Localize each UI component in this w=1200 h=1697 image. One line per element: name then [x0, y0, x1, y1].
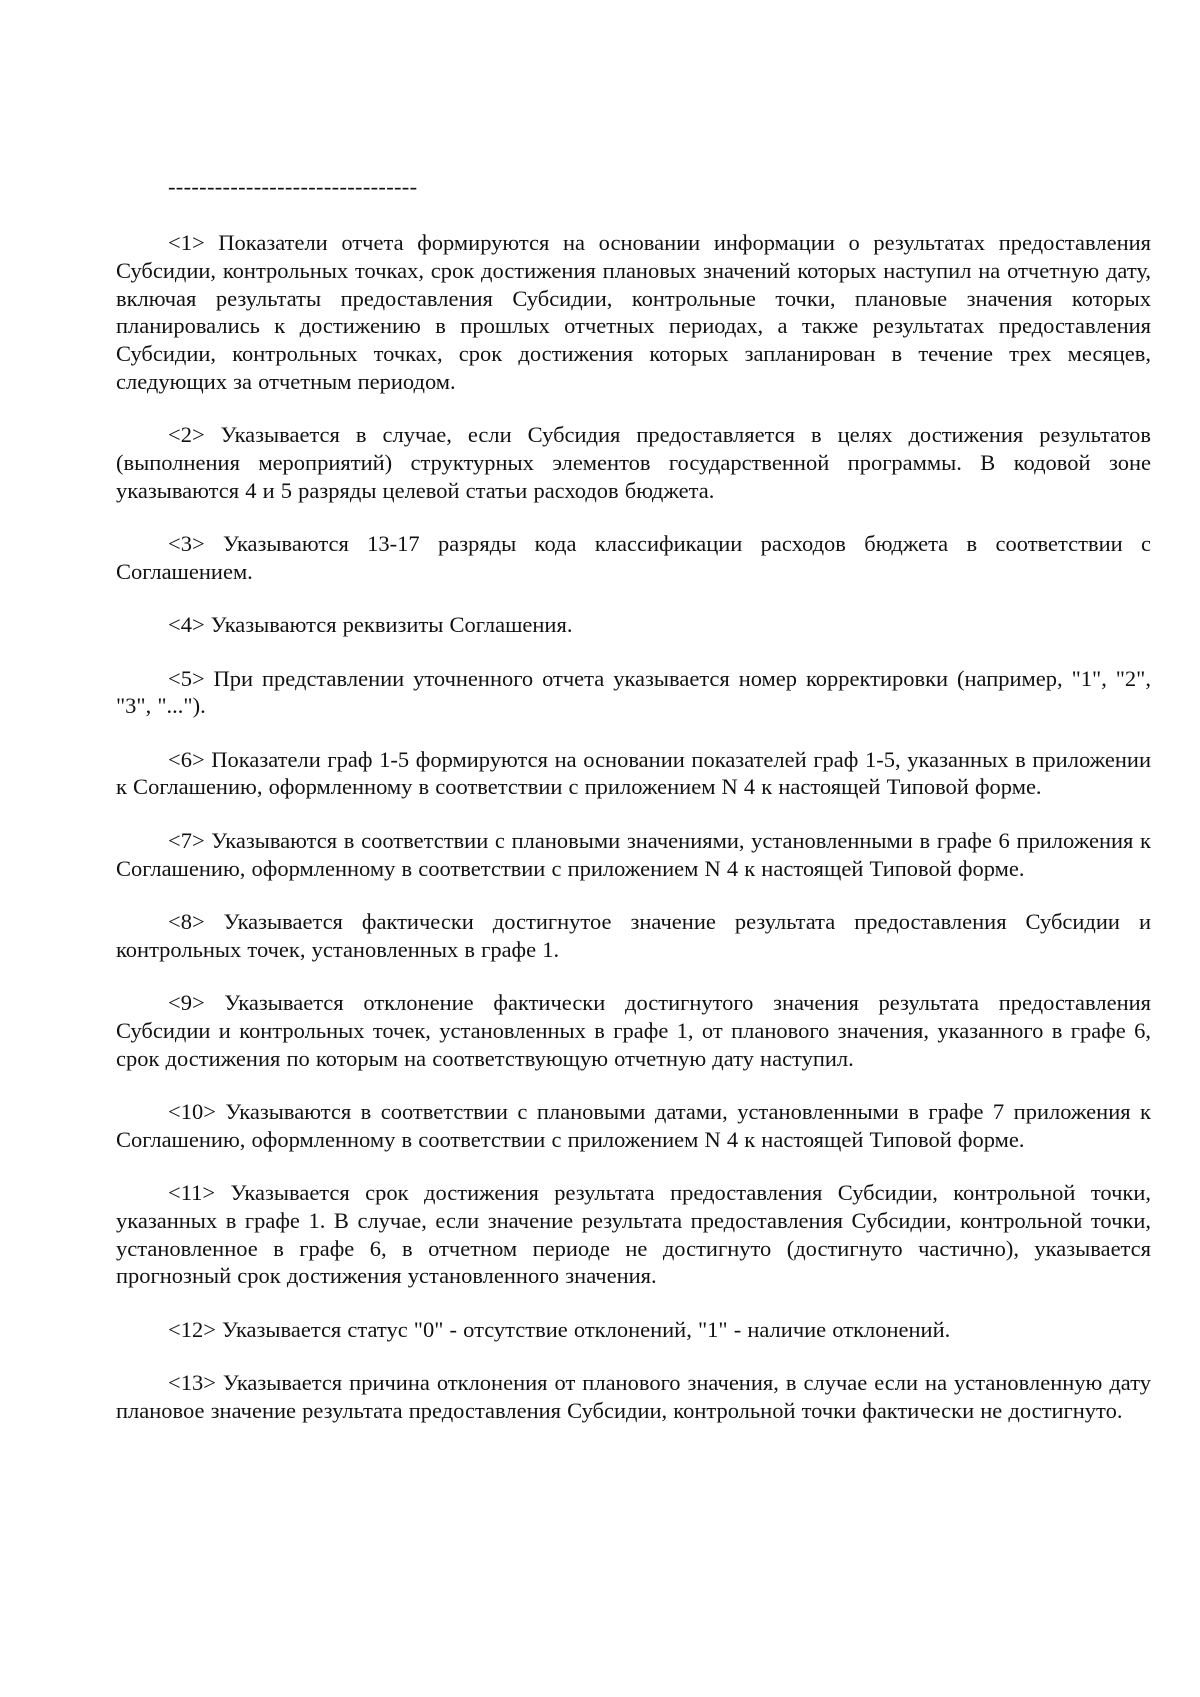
footnote-4: <4> Указываются реквизиты Соглашения. — [168, 612, 573, 638]
footnote-9: <9> Указывается отклонение фактически достигнутого значения результата предоставления Субсидии и контрольных точек, установленных в графе 1, от планового значения, указанного в графе 6, срок достижения по которым на соответствующую отчетную дату наступил. — [116, 989, 1151, 1071]
footnote-6: <6> Показатели граф 1-5 формируются на основании показателей граф 1-5, указанных в приложении к Соглашению, оформленному в соответствии с приложением N 4 к настоящей Типовой форме. — [116, 746, 1151, 800]
footnote-7: <7> Указываются в соответствии с плановыми значениями, установленными в графе 6 приложения к Соглашению, оформленному в соответствии с приложением N 4 к настоящей Типовой форме. — [116, 827, 1151, 881]
footnote-1: <1> Показатели отчета формируются на основании информации о результатах предоставления Субсидии, контрольных точках, срок достижения плановых значений которых наступил на отчетную дату, включая результаты предоставления Субсидии, контрольные точки, плановые значения которых планировались к достижению в прошлых отчетных периодах, а также результатах предоставления Субсидии, контрольных точках, срок достижения которых запланирован в течение трех месяцев, следующих за отчетным периодом. — [116, 230, 1151, 394]
footnote-10: <10> Указываются в соответствии с плановыми датами, установленными в графе 7 приложения к Соглашению, оформленному в соответствии с приложением N 4 к настоящей Типовой форме. — [116, 1098, 1151, 1152]
footnote-11: <11> Указывается срок достижения результата предоставления Субсидии, контрольной точки, указанных в графе 1. В случае, если значение результата предоставления Субсидии, контрольной точки, установленное в графе 6, в отчетном периоде не достигнуто (достигнуто частично), указывается прогнозный срок достижения установленного значения. — [116, 1179, 1151, 1289]
footnote-13: <13> Указывается причина отклонения от планового значения, в случае если на установленную дату плановое значение результата предоставления Субсидии, контрольной точки фактически не достигнуто. — [116, 1369, 1151, 1423]
footnote-8: <8> Указывается фактически достигнутое значение результата предоставления Субсидии и контрольных точек, установленных в графе 1. — [116, 908, 1151, 962]
footnote-5: <5> При представлении уточненного отчета указывается номер корректировки (например, "1", "2", "3", "..."). — [116, 665, 1151, 719]
footnote-12: <12> Указывается статус "0" - отсутствие отклонений, "1" - наличие отклонений. — [168, 1316, 951, 1342]
footnotes-section — [116, 176, 1151, 1425]
footnote-2: <2> Указывается в случае, если Субсидия предоставляется в целях достижения результатов (выполнения мероприятий) структурных элементов государственной программы. В кодовой зоне указываются 4 и 5 разряды целевой статьи расходов бюджета. — [116, 422, 1151, 503]
footnote-separator: -------------------------------- — [168, 174, 418, 199]
footnote-3: <3> Указываются 13-17 разряды кода классификации расходов бюджета в соответствии с Соглашением. — [116, 531, 1151, 584]
